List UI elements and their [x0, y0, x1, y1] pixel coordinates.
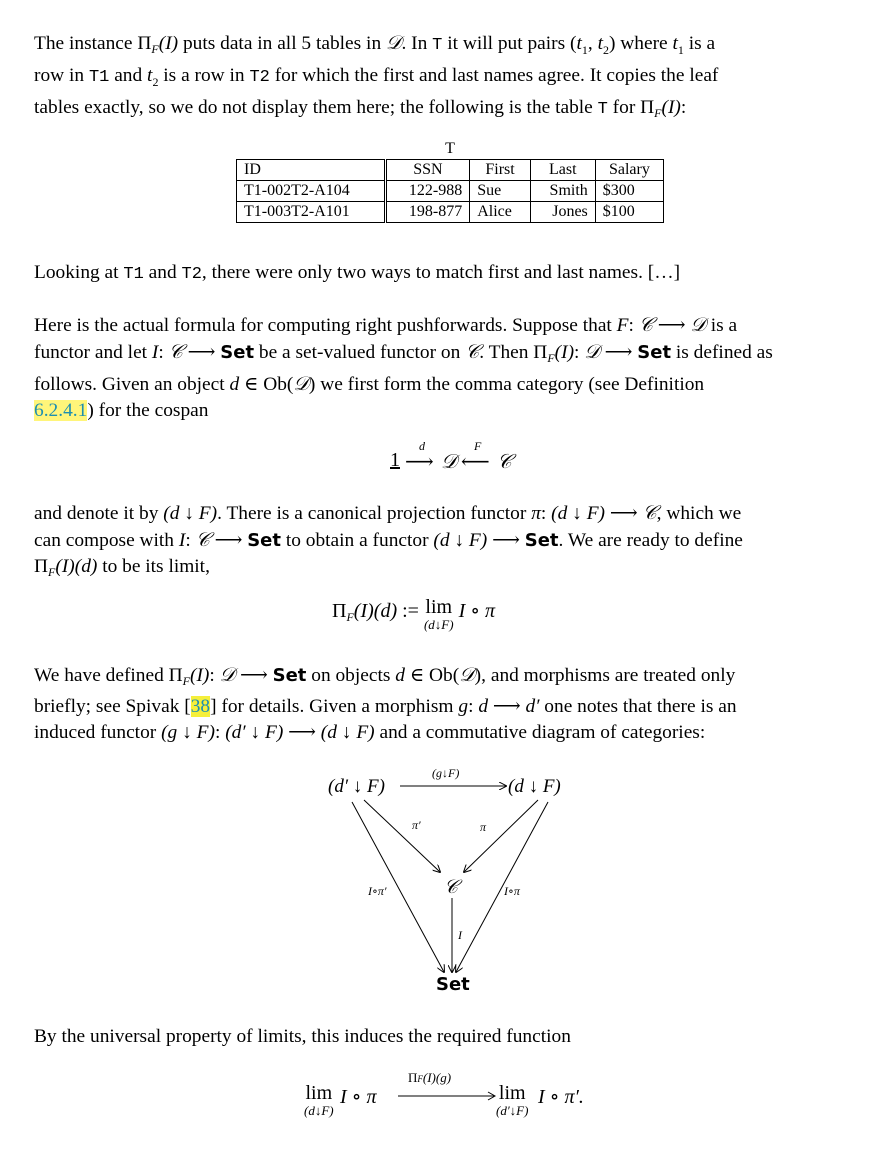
paragraph-morphisms: We have defined $\Pi_F(I)$: 𝒟 ⟶ Set on objects d ∈ Ob(𝒟), and morphisms are treated only briefly; see Spivak [38] for details. Given a morphism g: d ⟶ d′ one notes that there is an induced functor (g ↓ F): (d′ ↓ F) ⟶ (d ↓ F) and a commutative diagram of categories: [34, 663, 737, 743]
cospan-d-label: d [419, 439, 425, 453]
induced-function-equation: lim (d↓F) I ∘ π ΠF(I)(g) lim (d′↓F) I ∘ π′. [304, 1070, 584, 1118]
i-pi-prime-label: I∘π′ [368, 884, 387, 898]
cell-ssn: 198-877 [385, 202, 470, 223]
cell-salary: $300 [595, 181, 663, 202]
cell-last: Jones [530, 202, 595, 223]
diagram-bottom: Set [436, 974, 470, 995]
i-pi-arrow [456, 802, 548, 972]
cospan-f-label: F [474, 439, 482, 453]
cell-id: T1-002T2-A104 [237, 181, 386, 202]
paragraph-formula: Here is the actual formula for computing right pushforwards. Suppose that F: 𝒞 ⟶ 𝒟 is a functor and let I: 𝒞 ⟶ Set be a set-valued functor on 𝒞. Then $\Pi_F(I)$: 𝒟 ⟶ Set is defined as follows. Given an object d ∈ Ob(𝒟) we first form the comma category (see Definition 6.2.4.1) for the cospan [34, 313, 773, 421]
cospan-diagram [0, 437, 878, 477]
header-ssn: SSN [385, 160, 470, 181]
paragraph-comma: and denote it by (d ↓ F). There is a canonical projection functor π: (d ↓ F) ⟶ 𝒞, which we can compose with I: 𝒞 ⟶ Set to obtain a functor (d ↓ F) ⟶ Set. We are ready to define $\Pi_F(I)(d)$ to be its limit, [34, 501, 743, 579]
cell-id: T1-003T2-A101 [237, 202, 386, 223]
table-header-row [237, 160, 664, 181]
pi-prime-arrow [364, 800, 440, 872]
cell-first: Alice [470, 202, 531, 223]
cell-ssn: 122-988 [385, 181, 470, 202]
citation-link[interactable]: 38 [190, 696, 211, 717]
diagram-center: 𝒞 [444, 876, 458, 898]
cell-first: Sue [470, 181, 531, 202]
right-arrow: ⟶ [405, 451, 434, 473]
top-arrow-label: (g↓F) [432, 766, 460, 780]
paragraph-matching: Looking at T1 and T2, there were only two ways to match first and last names. […] [34, 262, 681, 284]
header-salary: Salary [595, 160, 663, 181]
cospan-c-cat: 𝒞 [497, 449, 512, 473]
paragraph-intro: The instance $\Pi_F(I)$ puts data in all 5 tables in 𝒟. In T it will put pairs ($t_1$, $t_2$) where $t_1$ is a row in T1 and $t_2$ is a row in T2 for which the first and last names agree. It copies the leaf tables exactly, so we do not display them here; the following is the table T for $\Pi_F(I)$: [34, 31, 719, 120]
data-table [236, 159, 664, 223]
i-pi-prime-arrow [352, 802, 444, 972]
pi-arrow [464, 800, 538, 872]
cospan-d-cat: 𝒟 [441, 449, 457, 473]
limit-equation: $\Pi_F(I)(d)$ := lim (d↓F) I ∘ π [332, 596, 496, 632]
cell-last: Smith [530, 181, 595, 202]
pi-label: π [480, 820, 487, 834]
table-row [237, 181, 664, 202]
cell-salary: $100 [595, 202, 663, 223]
commutative-diagram [300, 762, 600, 1002]
i-pi-label: I∘π [504, 884, 520, 898]
pi-prime-label: π′ [412, 818, 421, 832]
cospan-one: 1 [390, 449, 400, 471]
header-id: ID [237, 160, 386, 181]
diagram-top-left: (d′ ↓ F) [328, 776, 385, 797]
induced-arrow [398, 1090, 498, 1102]
definition-link[interactable]: 6.2.4.1 [34, 400, 88, 421]
i-label: I [458, 928, 462, 942]
table-row [237, 202, 664, 223]
header-first: First [470, 160, 531, 181]
table-title: T [445, 140, 455, 157]
left-arrow: ⟵ [461, 451, 490, 473]
paragraph-universal: By the universal property of limits, this induces the required function [34, 1026, 571, 1047]
diagram-top-right: (d ↓ F) [508, 776, 561, 797]
header-last: Last [530, 160, 595, 181]
